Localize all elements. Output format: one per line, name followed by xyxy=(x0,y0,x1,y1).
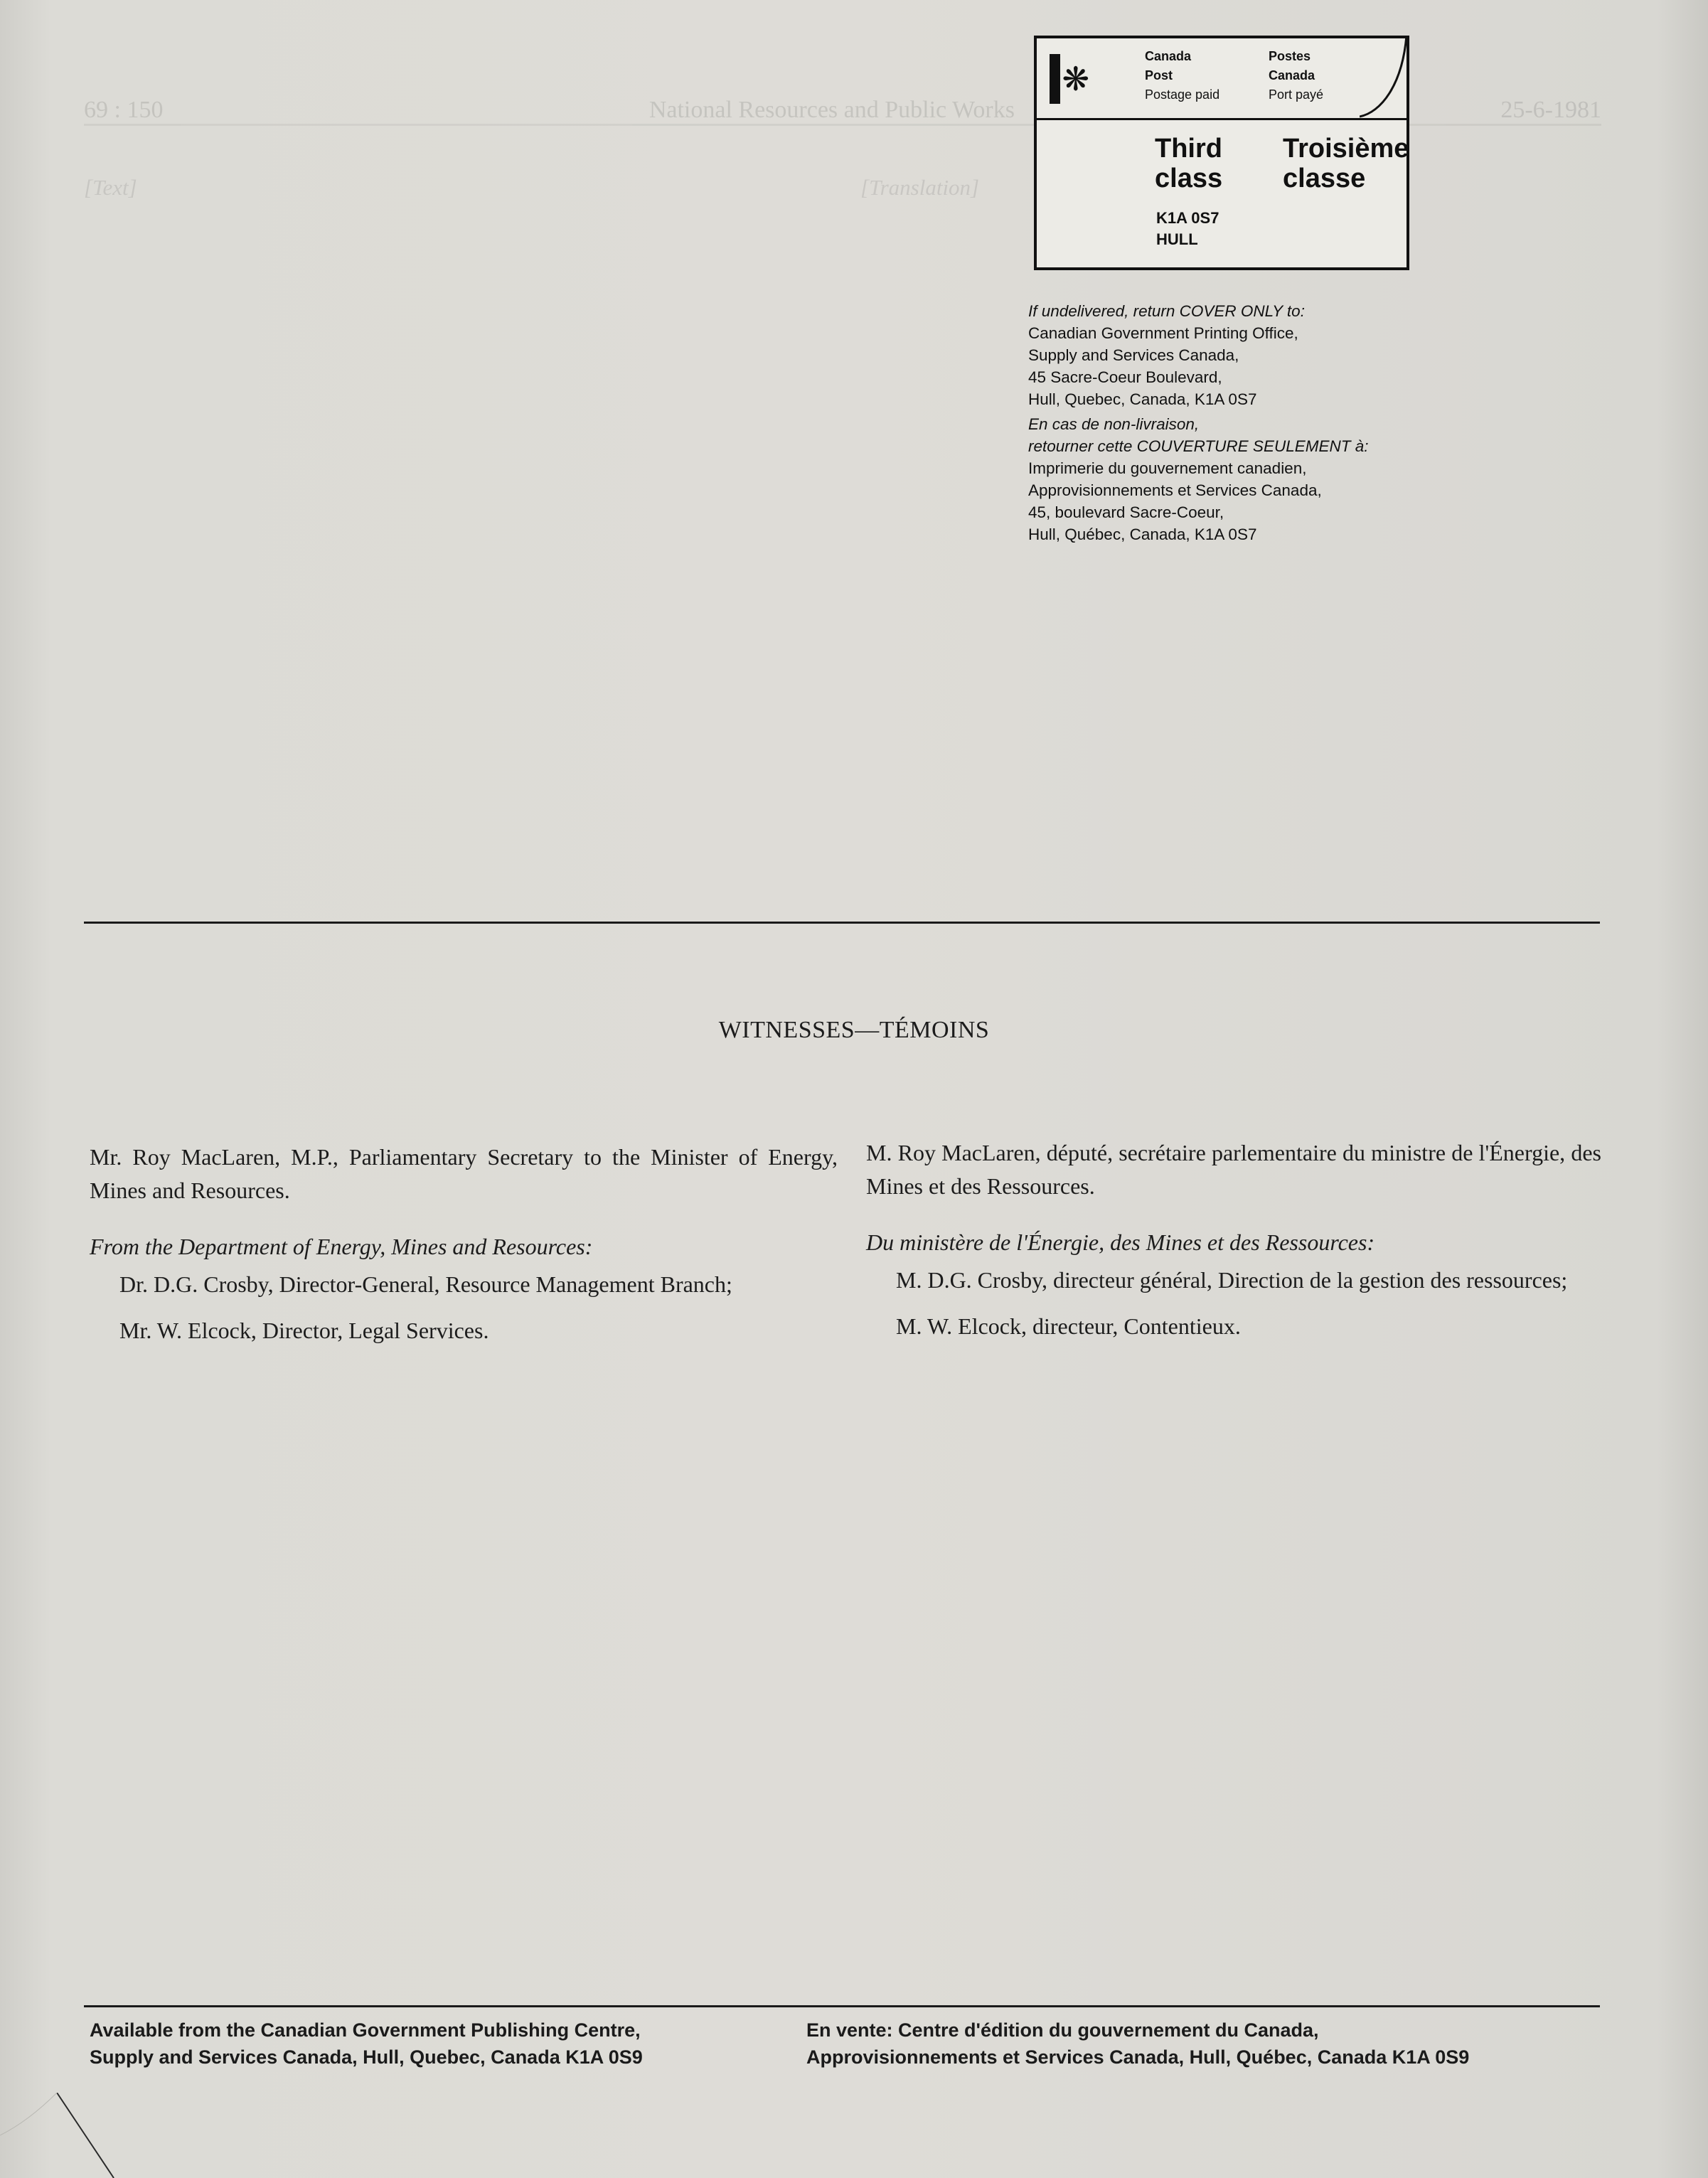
canada-post-en: Canada Post Postage paid xyxy=(1145,47,1219,105)
department-heading: Du ministère de l'Énergie, des Mines et des Ressources: xyxy=(866,1229,1375,1255)
return-notice-fr-line: Approvisionnements et Services Canada, xyxy=(1028,481,1322,499)
mail-class-en: Third class xyxy=(1155,134,1223,193)
page-corner-crease-icon xyxy=(0,2093,142,2178)
mail-class-fr: Troisième classe xyxy=(1283,134,1409,193)
witnesses-english-column xyxy=(90,1141,838,1347)
return-notice-en-line: Hull, Quebec, Canada, K1A 0S7 xyxy=(1028,390,1257,408)
witnesses-french-column xyxy=(866,1136,1601,1343)
witnesses-heading: WITNESSES—TÉMOINS xyxy=(718,1017,990,1043)
return-notice-fr-line: retourner cette COUVERTURE SEULEMENT à: xyxy=(1028,437,1369,455)
bleed-through-left-column xyxy=(84,171,823,214)
witness-official: Mr. W. Elcock, Director, Legal Services. xyxy=(119,1318,489,1343)
footer-divider xyxy=(84,2005,1600,2007)
witness-mp: M. Roy MacLaren, député, secrétaire parlementaire du ministre de l'Énergie, des Mines et des Ressources. xyxy=(866,1140,1601,1199)
witness-official: Dr. D.G. Crosby, Director-General, Resource Management Branch; xyxy=(119,1271,732,1297)
return-notice-en-line: Canadian Government Printing Office, xyxy=(1028,324,1298,342)
witness-mp: Mr. Roy MacLaren, M.P., Parliamentary Secretary to the Minister of Energy, Mines and Resources. xyxy=(90,1144,838,1203)
bleed-through-date: 25-6-1981 xyxy=(1500,97,1601,123)
postage-paid-en: Postage paid xyxy=(1145,87,1220,102)
canada-post-fr: Postes Canada Port payé xyxy=(1269,47,1323,105)
indicia-city: HULL xyxy=(1156,230,1198,248)
mail-class xyxy=(1155,134,1439,193)
return-notice-en-line: If undelivered, return COVER ONLY to: xyxy=(1028,302,1305,320)
witness-official: M. D.G. Crosby, directeur général, Direction de la gestion des ressources; xyxy=(896,1267,1568,1293)
return-notice-fr-line: En cas de non-livraison, xyxy=(1028,415,1200,433)
bleed-through-left-label: [Text] xyxy=(84,175,137,200)
return-notice-fr-line: Imprimerie du gouvernement canadien, xyxy=(1028,459,1307,477)
indicia-header xyxy=(1037,38,1407,120)
canada-post-logo xyxy=(1050,53,1089,105)
bleed-through-right-label: [Translation] xyxy=(860,175,980,200)
witness-official: M. W. Elcock, directeur, Contentieux. xyxy=(896,1313,1241,1339)
indicia-corner-curve-icon xyxy=(1360,36,1409,118)
footer-french: En vente: Centre d'édition du gouvernement du Canada, Approvisionnements et Services Canada, Hull, Québec, Canada K1A 0S9 xyxy=(806,2019,1470,2068)
return-notice-en-line: 45 Sacre-Coeur Boulevard, xyxy=(1028,368,1222,386)
return-notice xyxy=(1028,300,1455,545)
postage-indicia xyxy=(1034,36,1409,270)
return-notice-en-line: Supply and Services Canada, xyxy=(1028,346,1239,364)
postage-paid-fr: Port payé xyxy=(1269,87,1324,102)
flag-bar-icon xyxy=(1050,54,1060,104)
bleed-through-title: National Resources and Public Works xyxy=(648,97,1015,123)
return-notice-fr-line: Hull, Québec, Canada, K1A 0S7 xyxy=(1028,525,1257,543)
section-divider xyxy=(84,922,1600,924)
bleed-through-page-number: 69 : 150 xyxy=(84,97,164,123)
department-heading: From the Department of Energy, Mines and Resources: xyxy=(90,1234,593,1259)
maple-leaf-icon: ❋ xyxy=(1062,60,1089,97)
return-notice-fr-line: 45, boulevard Sacre-Coeur, xyxy=(1028,503,1224,521)
footer-english: Available from the Canadian Government Publishing Centre, Supply and Services Canada, Hull, Quebec, Canada K1A 0S9 xyxy=(90,2019,643,2068)
indicia-postal-code: K1A 0S7 HULL xyxy=(1156,208,1219,250)
